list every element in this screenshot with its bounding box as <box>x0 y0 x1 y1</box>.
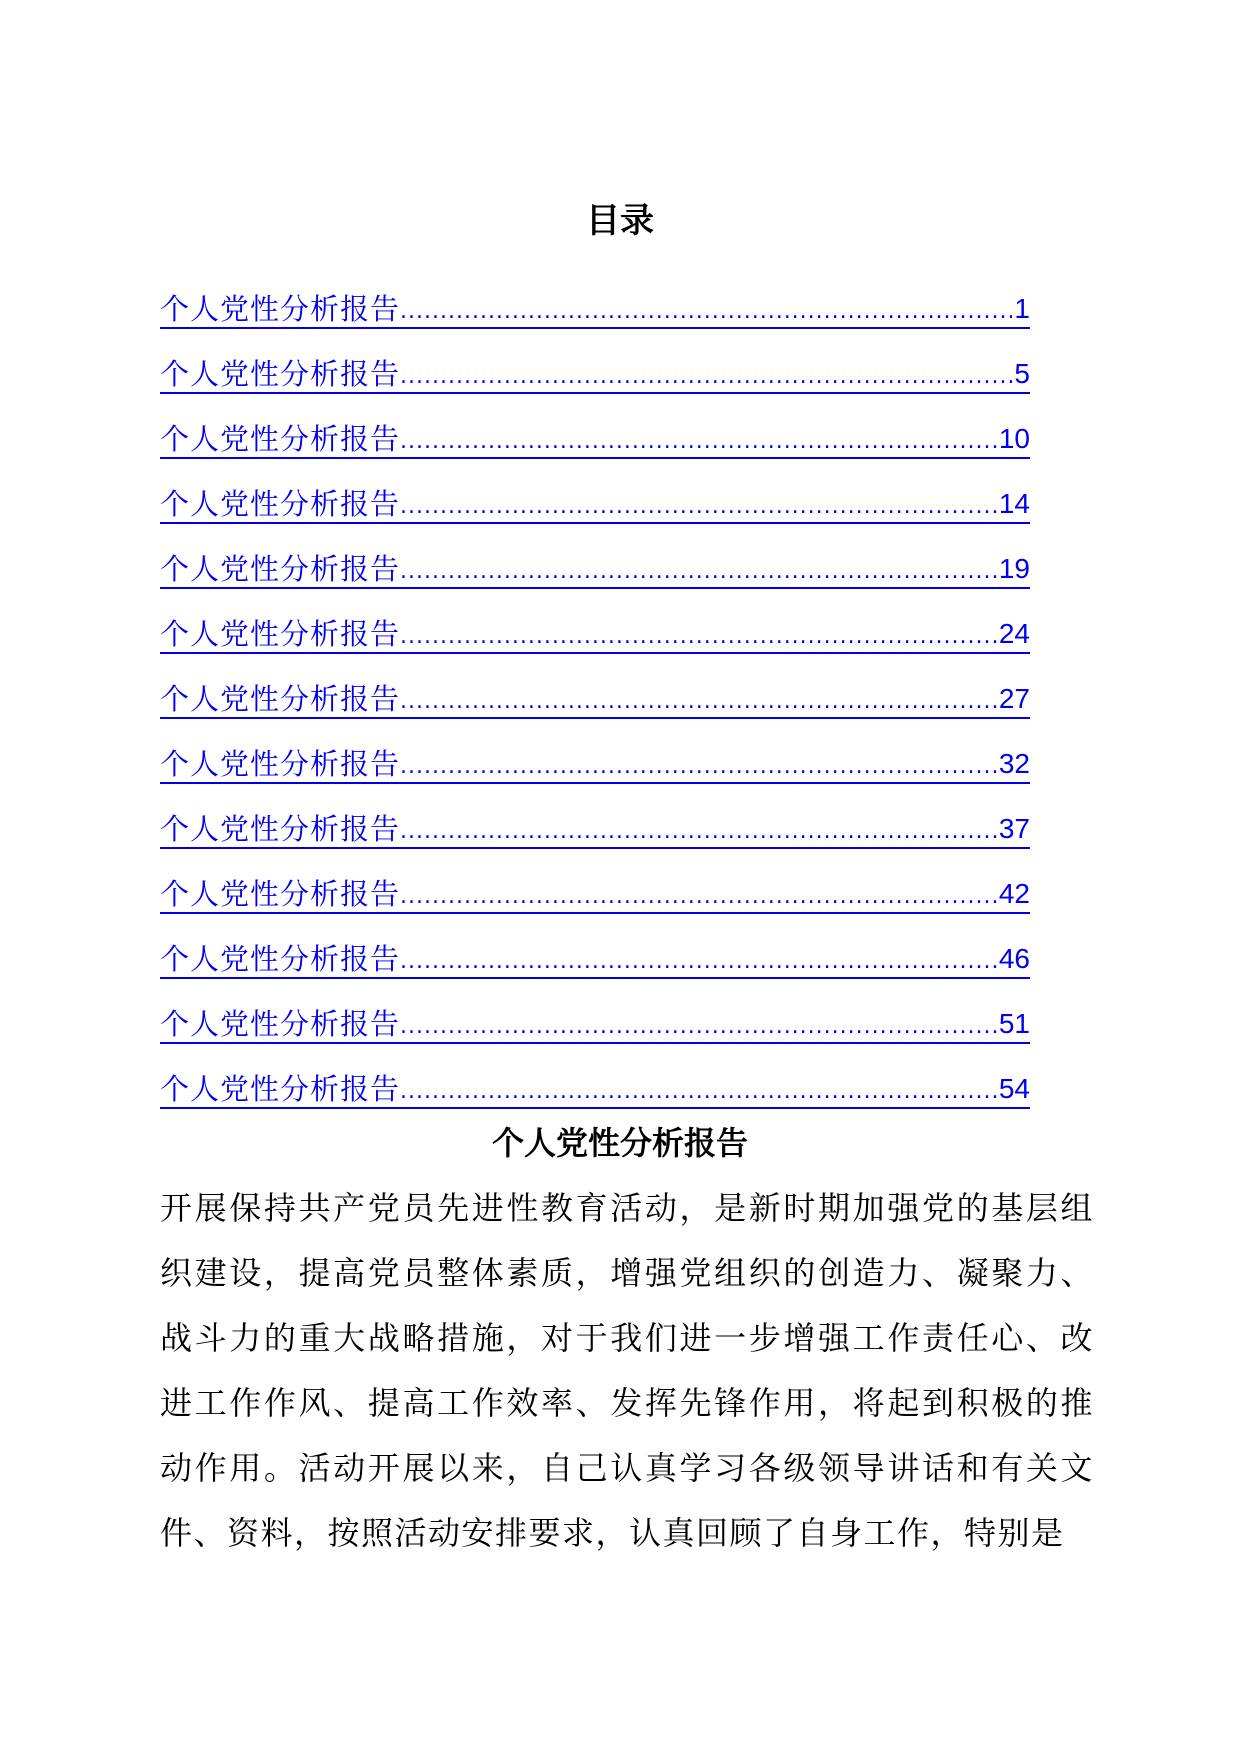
toc-entry-label: 个人党性分析报告 <box>160 747 401 781</box>
toc-entry[interactable] <box>160 719 1030 784</box>
toc-dot-leader <box>400 492 997 522</box>
toc-list <box>160 264 1030 1109</box>
toc-entry[interactable] <box>160 979 1030 1044</box>
toc-entry-page: 51 <box>998 1008 1030 1039</box>
toc-dot-leader <box>400 817 997 847</box>
toc-link[interactable] <box>160 1071 1030 1109</box>
toc-dot-leader <box>400 687 997 717</box>
toc-entry-label: 个人党性分析报告 <box>160 682 401 716</box>
toc-link[interactable] <box>160 746 1030 784</box>
toc-entry-label: 个人党性分析报告 <box>160 1007 401 1041</box>
toc-dot-leader <box>400 752 997 782</box>
toc-link[interactable] <box>160 1006 1030 1044</box>
toc-link[interactable] <box>160 681 1030 719</box>
toc-link[interactable] <box>160 291 1030 329</box>
toc-dot-leader <box>400 1012 997 1042</box>
toc-entry-label: 个人党性分析报告 <box>160 1072 401 1106</box>
toc-entry-label: 个人党性分析报告 <box>160 292 401 326</box>
toc-dot-leader <box>400 947 997 977</box>
toc-dot-leader <box>400 362 1012 392</box>
toc-entry-page: 14 <box>998 488 1030 519</box>
toc-link[interactable] <box>160 811 1030 849</box>
toc-link[interactable] <box>160 486 1030 524</box>
toc-link[interactable] <box>160 421 1030 459</box>
toc-dot-leader <box>400 557 997 587</box>
toc-entry-label: 个人党性分析报告 <box>160 357 401 391</box>
section-title: 个人党性分析报告 <box>491 1124 748 1162</box>
toc-dot-leader <box>400 297 1012 327</box>
toc-entry-page: 42 <box>998 878 1030 909</box>
toc-entry[interactable] <box>160 394 1030 459</box>
toc-link[interactable] <box>160 941 1030 979</box>
toc-entry[interactable] <box>160 329 1030 394</box>
toc-entry-page: 24 <box>998 618 1030 649</box>
toc-entry-page: 10 <box>998 423 1030 454</box>
toc-entry[interactable] <box>160 264 1030 329</box>
toc-entry-label: 个人党性分析报告 <box>160 942 401 976</box>
toc-title: 目录 <box>586 201 654 241</box>
toc-entry-page: 54 <box>998 1073 1030 1104</box>
toc-dot-leader <box>400 622 997 652</box>
toc-entry-label: 个人党性分析报告 <box>160 877 401 911</box>
toc-entry[interactable] <box>160 849 1030 914</box>
toc-link[interactable] <box>160 876 1030 914</box>
toc-entry[interactable] <box>160 524 1030 589</box>
toc-link[interactable] <box>160 551 1030 589</box>
toc-entry-page: 32 <box>998 748 1030 779</box>
toc-link[interactable] <box>160 356 1030 394</box>
body-paragraph: 开展保持共产党员先进性教育活动，是新时期加强党的基层组织建设，提高党员整体素质，增强党组织的创造力、凝聚力、战斗力的重大战略措施，对于我们进一步增强工作责任心、改进工作作风、提高工作效率、发挥先锋作用，将起到积极的推动作用。活动开展以来，自己认真学习各级领导讲话和有关文件、资料，按照活动安排要求，认真回顾了自身工作，特别是 <box>160 1189 1094 1552</box>
toc-entry[interactable] <box>160 914 1030 979</box>
toc-entry[interactable] <box>160 654 1030 719</box>
toc-entry-label: 个人党性分析报告 <box>160 487 401 521</box>
toc-entry[interactable] <box>160 589 1030 654</box>
toc-entry[interactable] <box>160 1044 1030 1109</box>
toc-entry-page: 37 <box>998 813 1030 844</box>
toc-entry[interactable] <box>160 784 1030 849</box>
toc-entry-page: 19 <box>998 553 1030 584</box>
toc-link[interactable] <box>160 616 1030 654</box>
toc-entry-label: 个人党性分析报告 <box>160 422 401 456</box>
toc-entry-label: 个人党性分析报告 <box>160 552 401 586</box>
toc-dot-leader <box>400 427 997 457</box>
toc-entry-page: 1 <box>1014 293 1030 324</box>
toc-entry-label: 个人党性分析报告 <box>160 617 401 651</box>
toc-entry-page: 5 <box>1014 358 1030 389</box>
toc-dot-leader <box>400 882 997 912</box>
toc-entry-label: 个人党性分析报告 <box>160 812 401 846</box>
toc-entry[interactable] <box>160 459 1030 524</box>
toc-entry-page: 27 <box>998 683 1030 714</box>
toc-dot-leader <box>400 1077 997 1107</box>
toc-entry-page: 46 <box>998 943 1030 974</box>
